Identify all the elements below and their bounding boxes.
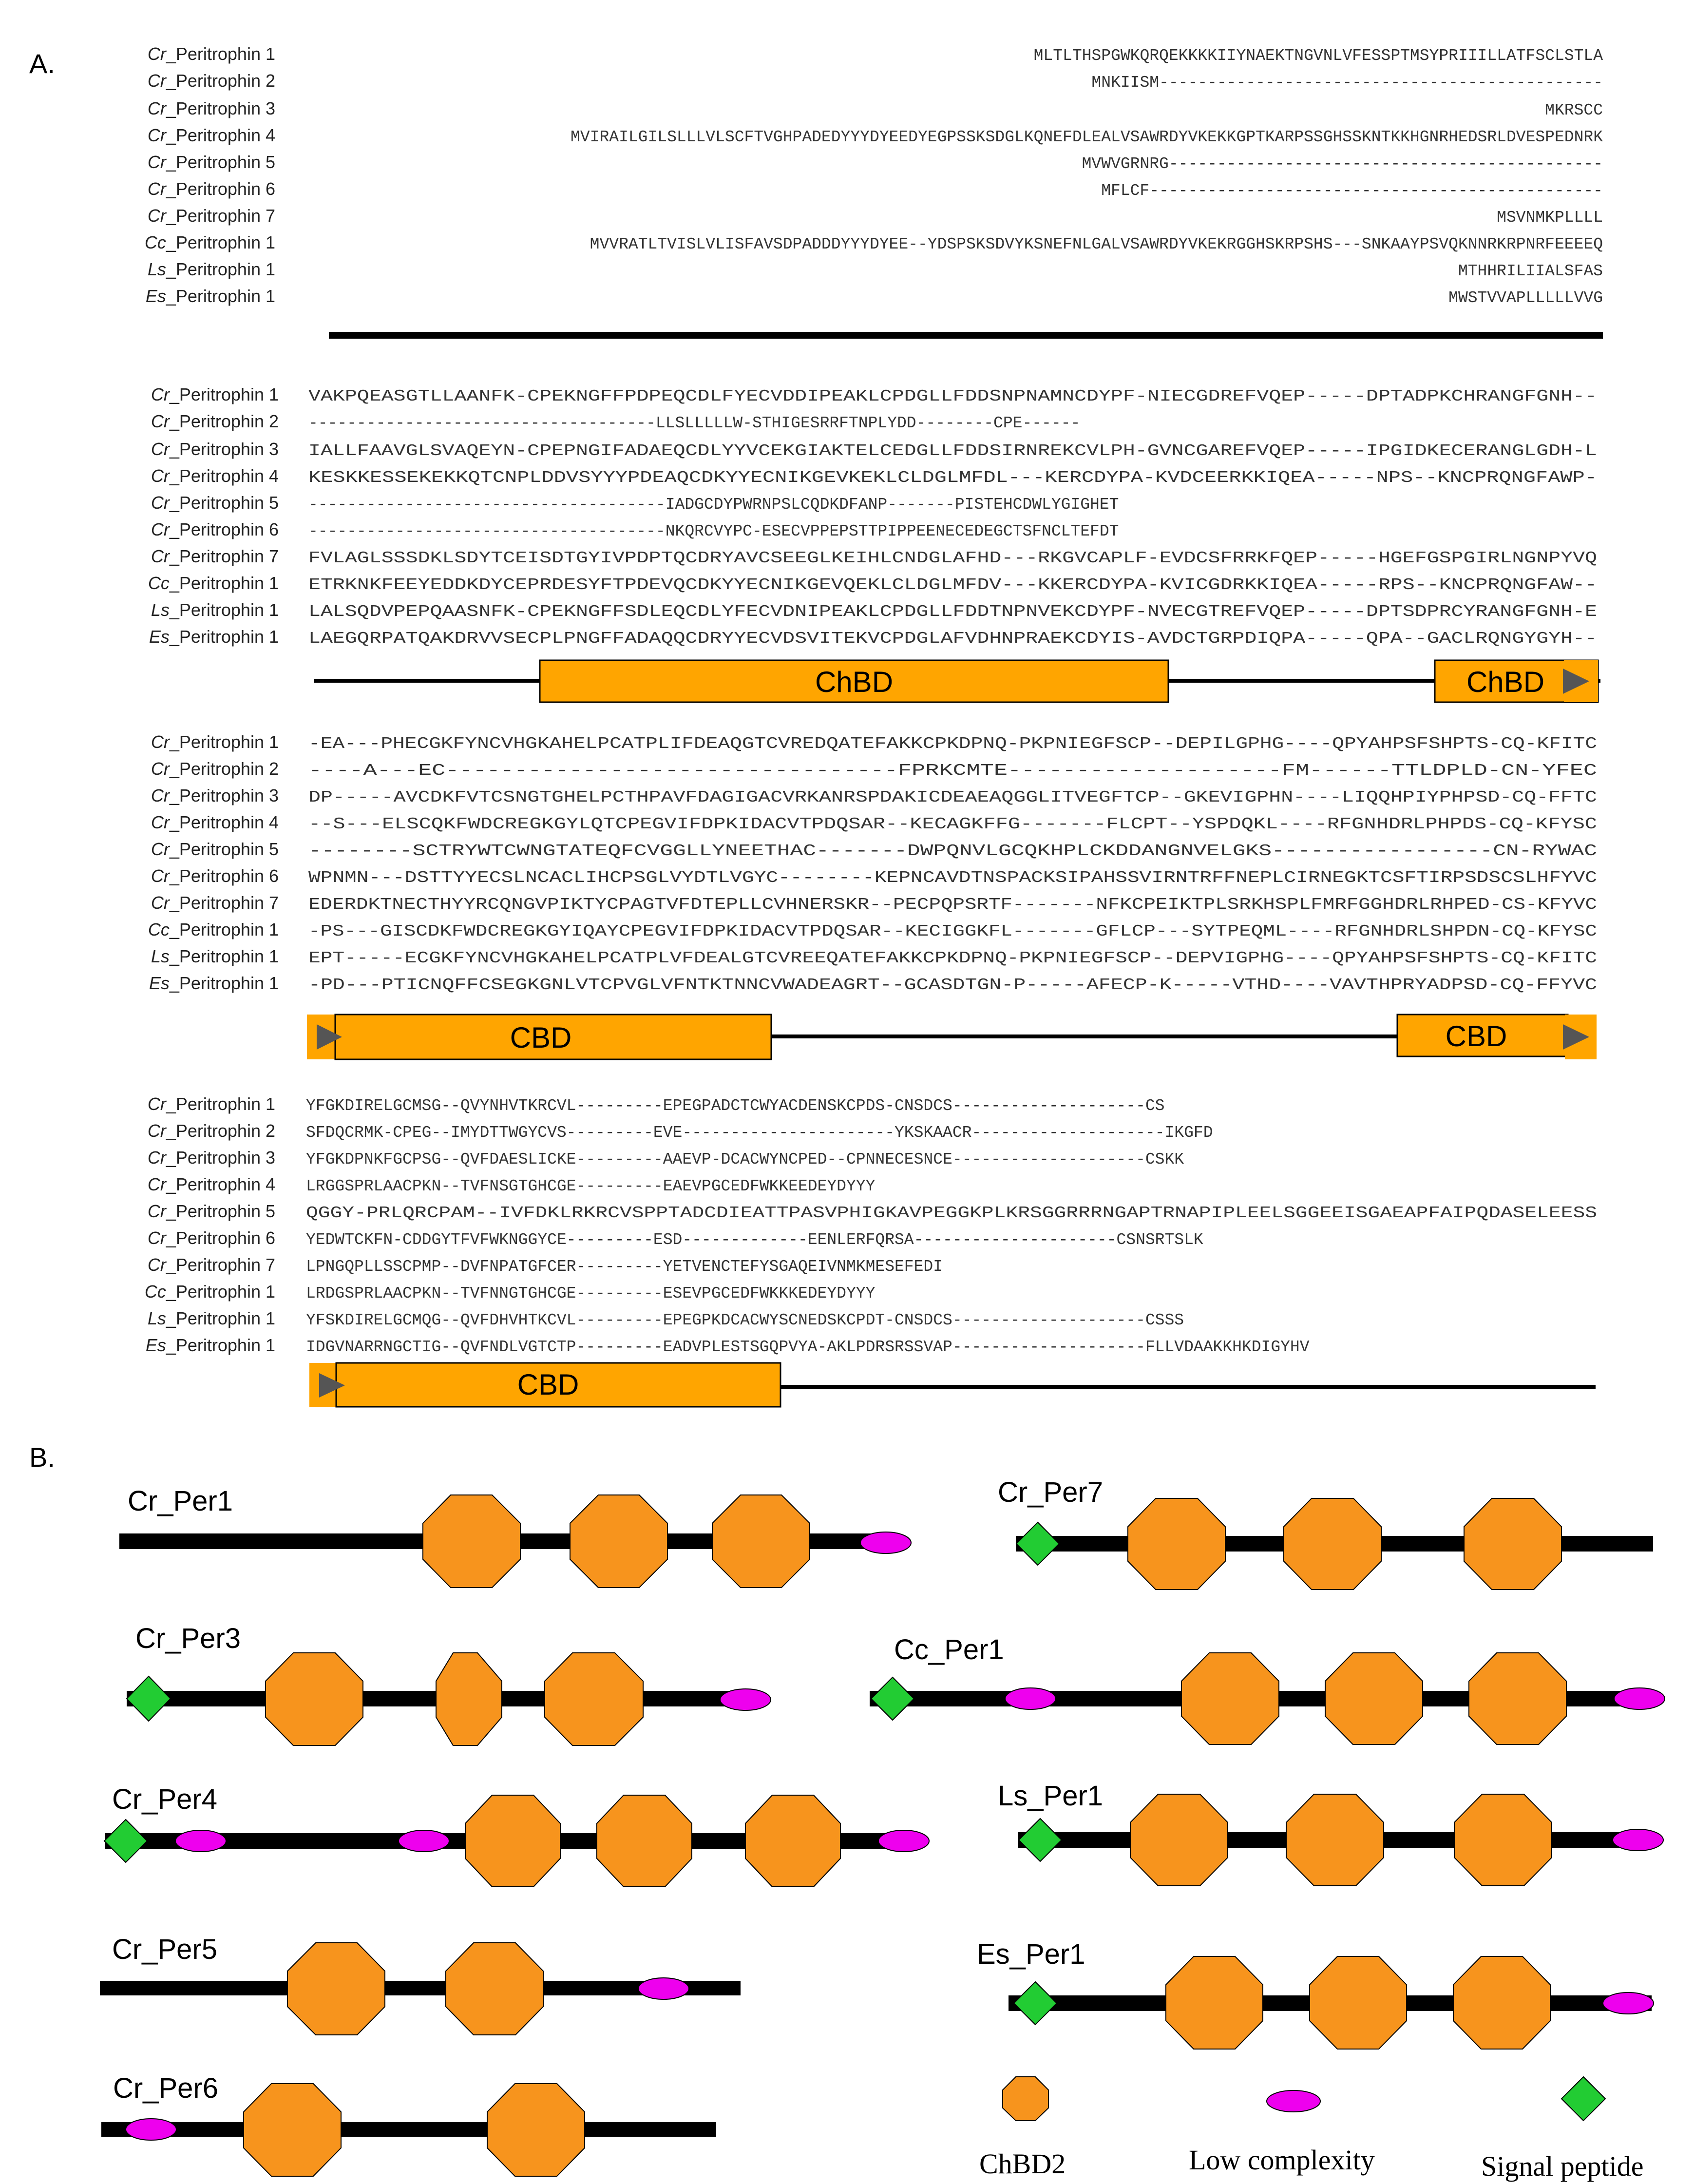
sequence: MVVRATLTVISLVLISFAVSDPADDDYYYDYEE--YDSPSKSDVYKSNEFNLGALVSAWRDYVKEKRGGHSKRPSHS---SNKAAYPSVQKNNRKRPNRFEEEEQ — [590, 235, 1603, 253]
sequence: QGGY-PRLQRCPAM--IVFDKLRKRCVSPPTADCDIEATTPASVPHIGKAVPEGGKPLKRSGGRRRNGAPTRNAPIPLEELSGGEEISGAEAPFAIPQDASELEESS — [306, 1204, 1597, 1222]
domain-track-line — [329, 332, 1603, 339]
legend-item-chbd2 — [979, 2077, 1066, 2180]
row-label — [151, 600, 279, 620]
chbd2-domain — [436, 1653, 502, 1745]
alignment-row — [146, 1335, 1310, 1356]
cbd-domain-bar — [1397, 1015, 1597, 1059]
protein-name: _Peritrophin 1 — [169, 946, 279, 966]
row-label — [148, 125, 275, 145]
chbd2-domain — [244, 2084, 341, 2176]
row-label — [148, 573, 279, 593]
signal-peptide — [1016, 1522, 1059, 1565]
sequence: EDERDKTNECTHYYRCQNGVPIKTYCPAGTVFDTEPLLCVHNERSKR--PECPQPSRTF-------NFKCPEIKTPLSRKHSPLFMRFGGHDRLRHPED-CS-KFYVC — [308, 896, 1597, 914]
species-prefix: Cr — [151, 893, 170, 913]
sequence: MLTLTHSPGWKQRQEKKKKIIYNAEKTNGVNLVFESSPTMSYPRIIILLATFSCLSTLA — [1033, 47, 1603, 65]
species-prefix: Cr — [147, 125, 166, 145]
species-prefix: Ls — [147, 259, 166, 279]
sequence: IDGVNARRNGCTIG--QVFNDLVGTCTP---------EADVPLESTSGQPVYA-AKLPDRSRSSVAP--------------------FLLVDAAKKHKDIGYHV — [306, 1338, 1310, 1356]
row-label — [145, 232, 275, 252]
row-label — [148, 1148, 275, 1168]
protein-name: _Peritrophin 5 — [169, 839, 279, 859]
chbd2-domain — [1166, 1956, 1263, 2049]
domain-track-line — [780, 1385, 1596, 1389]
species-prefix: Cr — [151, 519, 170, 539]
row-label — [146, 1335, 275, 1355]
alignment-row — [151, 866, 1597, 887]
signal-peptide — [1014, 1982, 1057, 2025]
protein-name: _Peritrophin 4 — [166, 1174, 275, 1194]
alignment-row — [148, 179, 1603, 200]
species-prefix: Cc — [144, 1282, 166, 1302]
species-prefix: Cc — [144, 232, 166, 252]
alignment-row — [145, 1282, 876, 1303]
row-label — [151, 946, 279, 966]
protein-name: _Peritrophin 5 — [166, 152, 275, 172]
chbd2-domain — [1454, 1794, 1552, 1886]
protein-label: Es_Per1 — [977, 1938, 1085, 1970]
species-prefix: Es — [145, 286, 166, 306]
alignment-row — [148, 1174, 876, 1195]
backbone — [101, 2122, 716, 2137]
low-complexity-region — [1005, 1688, 1056, 1709]
architecture-ls-per1 — [998, 1780, 1663, 1886]
row-label — [148, 1174, 275, 1194]
protein-name: _Peritrophin 1 — [169, 973, 279, 993]
species-prefix: Cc — [148, 573, 170, 593]
chbd2-domain — [1464, 1498, 1561, 1590]
chbd2-domain — [446, 1943, 543, 2035]
sequence: -------------------------------------IADGCDYPWRNPSLCQDKDFANP-------PISTEHCDWLYGIGHET — [308, 496, 1119, 514]
alignment-row — [148, 1255, 943, 1276]
sequence: KESKKESSEKEKKQTCNPLDDVSYYYPDEAQCDKYYECNIKGEVKEKLCLDGLMFDL---KERCDYPA-KVDCEERKKIQEA-----NPS--KNCPRQNGFAWP- — [308, 469, 1597, 487]
alignment-row — [148, 1094, 1165, 1115]
species-prefix: Cr — [151, 812, 170, 832]
alignment-row — [148, 98, 1603, 119]
signal-peptide — [127, 1676, 171, 1721]
species-prefix: Cr — [147, 1201, 166, 1221]
row-label — [148, 1255, 275, 1275]
protein-label: Cr_Per3 — [135, 1623, 241, 1654]
alignment-row — [151, 493, 1119, 514]
protein-label: Cr_Per6 — [113, 2072, 218, 2104]
chbd2-domain — [570, 1495, 667, 1588]
row-label — [151, 759, 279, 779]
protein-label: Cr_Per1 — [128, 1485, 233, 1517]
species-prefix: Cr — [147, 1174, 166, 1194]
sequence: ----A---EC---------------------------------FPRKCMTE--------------------FM------TTLDPLD-CN-YFEC — [308, 762, 1597, 780]
chbd-domain-bar — [1435, 660, 1598, 702]
alignment-row — [148, 206, 1603, 227]
low-complexity-region — [399, 1830, 449, 1852]
protein-name: _Peritrophin 6 — [166, 179, 275, 199]
panel-b-label: B. — [29, 1442, 55, 1473]
chbd2-domain — [1181, 1653, 1279, 1744]
species-prefix: Cr — [151, 493, 170, 513]
alignment-row — [148, 1228, 1203, 1249]
chbd2-domain — [1453, 1956, 1550, 2049]
species-prefix: Cr — [147, 44, 166, 64]
species-prefix: Es — [149, 973, 170, 993]
protein-name: _Peritrophin 2 — [166, 71, 275, 91]
row-label — [151, 493, 279, 513]
low-complexity-region — [638, 1978, 689, 1999]
protein-name: _Peritrophin 1 — [169, 920, 279, 939]
signal-peptide — [104, 1820, 147, 1862]
row-label — [151, 439, 279, 459]
alignment-row — [149, 627, 1597, 648]
protein-name: _Peritrophin 7 — [166, 1255, 275, 1275]
chbd2-domain — [745, 1795, 840, 1887]
domain-label: CBD — [1445, 1020, 1507, 1053]
species-prefix: Cr — [147, 98, 166, 118]
signal-peptide — [871, 1677, 914, 1720]
panel-a-label: A. — [29, 48, 55, 79]
protein-name: _Peritrophin 6 — [169, 866, 279, 886]
sequence: MTHHRILIIALSFAS — [1458, 262, 1603, 280]
species-prefix: Cr — [147, 179, 166, 199]
species-prefix: Cr — [151, 866, 170, 886]
chbd2-domain — [487, 2084, 585, 2176]
legend-item-signal-peptide — [1481, 2077, 1643, 2182]
alignment-row — [151, 546, 1597, 567]
species-prefix: Cr — [147, 152, 166, 172]
row-label — [151, 466, 279, 486]
protein-name: _Peritrophin 4 — [169, 466, 279, 486]
low-complexity-region — [126, 2119, 176, 2140]
architecture-cr-per5 — [100, 1934, 741, 2035]
low-complexity-region — [175, 1830, 226, 1852]
row-label — [151, 519, 279, 539]
protein-name: _Peritrophin 7 — [169, 546, 279, 566]
chbd2-domain — [1284, 1498, 1381, 1590]
alignment-row — [151, 839, 1597, 860]
protein-name: _Peritrophin 1 — [166, 286, 275, 306]
protein-name: _Peritrophin 1 — [169, 732, 279, 752]
sequence: MNKIISM---------------------------------------------- — [1091, 74, 1603, 92]
row-label — [148, 1094, 275, 1114]
species-prefix: Cr — [147, 71, 166, 91]
protein-name: _Peritrophin 1 — [169, 600, 279, 620]
cbd-domain-bar — [307, 1015, 771, 1059]
chbd2-domain — [465, 1795, 560, 1887]
sequence: LPNGQPLLSSCPMP--DVFNPATGFCER---------YETVENCTEFYSGAQEIVNMKMESEFEDI — [306, 1258, 943, 1276]
protein-name: _Peritrophin 3 — [166, 98, 275, 118]
species-prefix: Cr — [147, 1121, 166, 1141]
architecture-cr-per3 — [127, 1623, 771, 1745]
architecture-cc-per1 — [870, 1634, 1665, 1744]
protein-name: _Peritrophin 3 — [169, 439, 279, 459]
sequence: MFLCF----------------------------------------------- — [1101, 182, 1603, 200]
protein-name: _Peritrophin 1 — [169, 627, 279, 647]
alignment-row — [145, 232, 1603, 253]
alignment-row — [148, 1121, 1213, 1142]
sequence: LAEGQRPATQAKDRVVSECPLPNGFFADAQQCDRYYECVDSVITEKVCPDGLAFVDHNPRAEKCDYIS-AVDCTGRPDIQPA-----QPA--GACLRQNGYGYH-- — [308, 630, 1597, 648]
chbd2-domain — [597, 1795, 692, 1887]
protein-name: _Peritrophin 3 — [166, 1148, 275, 1168]
chbd2-domain — [1325, 1653, 1423, 1744]
sequence: WPNMN---DSTTYYECSLNCACLIHCPSGLVYDTLVGYC--------KEPNCAVDTNSPACKSIPAHSSVIRNTRFFNEPLCIRNEGKTCSFTIRPSDSCSLHFYVC — [308, 869, 1597, 887]
protein-name: _Peritrophin 1 — [166, 259, 275, 279]
row-label — [151, 411, 279, 431]
alignment-row — [148, 920, 1597, 940]
sequence: -PS---GISCDKFWDCREGKGYIQAYCPEGVIFDPKIDACVTPDQSAR--KECIGGKFL-------GFLCP---SYTPEQML----RFGNHDRLSHPDN-CQ-KFYSC — [308, 922, 1597, 940]
sequence: MSVNMKPLLLL — [1497, 209, 1603, 227]
sequence: --S---ELSCQKFWDCREGKGYLQTCPEGVIFDPKIDACVTPDQSAR--KECAGKFFG-------FLCPT--YSPDQKL----RFGNHDRLPHPDS-CQ-KFYSC — [308, 815, 1597, 833]
sequence: MKRSCC — [1545, 101, 1603, 119]
species-prefix: Cr — [151, 546, 170, 566]
legend — [979, 2077, 1643, 2182]
sequence: DP-----AVCDKFVTCSNGTGHELPCTHPAVFDAGIGACVRKANRSPDAKICDEAEAQGGLITVEGFTCP--GKEVIGPHN----LIQQHPIYPHPSD-CQ-FFTC — [308, 788, 1597, 806]
species-prefix: Cr — [151, 839, 170, 859]
chbd2-domain — [712, 1495, 810, 1588]
row-label — [148, 1121, 275, 1141]
species-prefix: Es — [149, 627, 170, 647]
alignment-row — [146, 286, 1603, 307]
alignment-row — [151, 893, 1597, 914]
low-complexity-region — [1613, 1829, 1663, 1851]
row-label — [148, 1201, 275, 1221]
row-label — [148, 206, 275, 226]
alignment-row — [148, 259, 1603, 280]
alignment-row — [151, 466, 1597, 487]
row-label — [146, 286, 275, 306]
architecture-cr-per4 — [104, 1783, 929, 1887]
chbd2-domain — [287, 1943, 385, 2035]
alignment-row — [148, 1148, 1184, 1169]
sequence: LRDGSPRLAACPKN--TVFNNGTGHCGE---------ESEVPGCEDFWKKKEDEYDYYY — [306, 1284, 876, 1303]
sequence: IALLFAAVGLSVAQEYN-CPEPNGIFADAEQCDLYYVCEKGIAKTELCEDGLLFDDSIRNREKCVLPH-GVNCGAREFVQEP-----IPGIDKECERANGLGDH-L — [308, 442, 1597, 460]
row-label — [149, 973, 279, 993]
chbd-domain-bar — [540, 660, 1168, 702]
chbd2-domain — [423, 1495, 520, 1588]
row-label — [151, 785, 279, 805]
protein-name: _Peritrophin 1 — [169, 384, 279, 404]
sequence: LRGGSPRLAACPKN--TVFNSGTGHCGE---------EAEVPGCEDFWKKEEDEYDYYY — [306, 1177, 876, 1195]
alignment-block-3 — [148, 732, 1597, 1059]
low-complexity-region — [878, 1830, 929, 1852]
alignment-row — [148, 44, 1603, 65]
protein-name: _Peritrophin 6 — [166, 1228, 275, 1248]
row-label — [151, 732, 279, 752]
sequence: YFSKDIRELGCMQG--QVFDHVHTKCVL---------EPEGPKDCACWYSCNEDSKCPDT-CNSDCS--------------------CSSS — [306, 1311, 1184, 1329]
architecture-cr-per6 — [101, 2072, 716, 2176]
chbd2-domain — [545, 1653, 643, 1745]
alignment-block-2 — [148, 384, 1600, 702]
protein-label: Cr_Per7 — [998, 1476, 1103, 1508]
alignment-block-1 — [145, 44, 1603, 339]
alignment-row — [148, 71, 1603, 92]
species-prefix: Cr — [151, 466, 170, 486]
species-prefix: Cr — [147, 1094, 166, 1114]
domain-label: ChBD — [1466, 666, 1545, 698]
sequence: YFGKDIRELGCMSG--QVYNHVTKRCVL---------EPEGPADCTCWYACDENSKCPDS-CNSDCS--------------------CS — [306, 1097, 1165, 1115]
species-prefix: Cr — [147, 1228, 166, 1248]
sequence: LALSQDVPEPQAASNFK-CPEKNGFFSDLEQCDLYFECVDNIPEAKLCPDGLLFDDTNPNVEKCDYPF-NVECGTREFVQEP-----DPTSDPRCYRANGFGNH-E — [308, 603, 1597, 621]
alignment-row — [151, 759, 1597, 780]
protein-label: Cc_Per1 — [894, 1634, 1004, 1666]
species-prefix: Cr — [151, 759, 170, 779]
species-prefix: Ls — [147, 1308, 166, 1328]
chbd2-domain — [1130, 1794, 1228, 1886]
protein-name: _Peritrophin 1 — [166, 1094, 275, 1114]
chbd2-domain — [1286, 1794, 1384, 1886]
chbd2-domain — [266, 1653, 363, 1745]
protein-name: _Peritrophin 2 — [169, 411, 279, 431]
alignment-row — [151, 439, 1597, 460]
species-prefix: Cr — [151, 439, 170, 459]
architecture-es-per1 — [977, 1938, 1654, 2049]
row-label — [151, 866, 279, 886]
sequence: VAKPQEASGTLLAANFK-CPEKNGFFPDPEQCDLFYECVDDIPEAKLCPDGLLFDDSNPNAMNCDYPF-NIECGDREFVQEP-----DPTADPKCHRANGFGNH-- — [308, 387, 1597, 405]
protein-label: Ls_Per1 — [998, 1780, 1104, 1812]
sequence: MVIRAILGILSLLLVLSCFTVGHPADEDYYYDYEEDYEGPSSKSDGLKQNEFDLEALVSAWRDYVKEKKGPTKARPSSGHSSKNTKKHGNRHEDSRLDVESPEDNRK — [571, 128, 1603, 146]
protein-label: Cr_Per4 — [112, 1783, 217, 1815]
row-label — [151, 812, 279, 832]
domain-track-line — [770, 1035, 1398, 1038]
alignment-row — [151, 411, 1080, 432]
chbd2-icon — [1003, 2077, 1048, 2121]
domain-label: ChBD — [815, 666, 894, 698]
sequence: SFDQCRMK-CPEG--IMYDTTWGYCVS---------EVE----------------------YKSKAACR--------------------IKGFD — [306, 1124, 1213, 1142]
sequence: -EA---PHECGKFYNCVHGKAHELPCATPLIFDEAQGTCVREDQATEFAKKCPKDPNQ-PKPNIEGFSCP--DEPILGPHG----QPYAHPSFSHPTS-CQ-KFITC — [308, 735, 1597, 753]
legend-label: ChBD2 — [979, 2148, 1066, 2180]
alignment-row — [148, 1308, 1184, 1329]
species-prefix: Cr — [151, 411, 170, 431]
species-prefix: Ls — [151, 946, 170, 966]
species-prefix: Cr — [147, 206, 166, 226]
row-label — [151, 893, 279, 913]
low-complexity-region — [720, 1689, 771, 1710]
sequence: --------SCTRYWTCWNGTATEQFCVGGLLYNEETHAC-------DWPQNVLGCQKHPLCKDDANGNVELGKS-----------------CN-RYWAC — [308, 842, 1597, 860]
species-prefix: Cr — [147, 1148, 166, 1168]
protein-name: _Peritrophin 3 — [169, 785, 279, 805]
protein-name: _Peritrophin 1 — [166, 1282, 275, 1302]
alignment-row — [148, 573, 1597, 594]
legend-label: Signal peptide — [1481, 2150, 1644, 2182]
row-label — [148, 1228, 275, 1248]
sequence: ETRKNKFEEYEDDKDYCEPRDESYFTPDEVQCDKYYECNIKGEVQEKLCLDGLMFDV---KKERCDYPA-KVICGDRKKIQEA-----RPS--KNCPRQNGFAW-- — [308, 576, 1597, 594]
row-label — [148, 44, 275, 64]
low-complexity-icon — [1267, 2090, 1320, 2112]
species-prefix: Cr — [151, 732, 170, 752]
alignment-row — [151, 946, 1597, 967]
species-prefix: Cr — [151, 384, 170, 404]
alignment-row — [151, 812, 1597, 833]
sequence: YEDWTCKFN-CDDGYTFVFWKNGGYCE---------ESD-------------EENLERFQRSA---------------------CSNSRTSLK — [306, 1231, 1203, 1249]
species-prefix: Cr — [147, 1255, 166, 1275]
sequence: YFGKDPNKFGCPSG--QVFDAESLICKE---------AAEVP-DCACWYNCPED--CPNNECESNCE--------------------CSKK — [306, 1150, 1184, 1169]
legend-item-low-complexity — [1189, 2090, 1375, 2176]
species-prefix: Cc — [148, 920, 170, 939]
row-label — [148, 259, 275, 279]
row-label — [151, 546, 279, 566]
protein-label: Cr_Per5 — [112, 1934, 217, 1965]
row-label — [148, 920, 279, 939]
row-label — [148, 152, 275, 172]
protein-name: _Peritrophin 7 — [169, 893, 279, 913]
alignment-row — [151, 384, 1597, 405]
protein-name: _Peritrophin 5 — [166, 1201, 275, 1221]
alignment-row — [151, 785, 1597, 806]
signal-peptide-icon — [1561, 2077, 1605, 2121]
protein-name: _Peritrophin 2 — [166, 1121, 275, 1141]
species-prefix: Ls — [151, 600, 170, 620]
alignment-row — [148, 125, 1603, 146]
protein-name: _Peritrophin 1 — [166, 44, 275, 64]
row-label — [149, 627, 279, 647]
row-label — [145, 1282, 275, 1302]
species-prefix: Es — [145, 1335, 166, 1355]
row-label — [148, 179, 275, 199]
sequence: FVLAGLSSSDKLSDYTCEISDTGYIVPDPTQCDRYAVCSEEGLKEIHLCNDGLAFHD---RKGVCAPLF-EVDCSFRRKFQEP-----HGEFGSPGIRLNGNPYVQ — [308, 549, 1597, 567]
protein-name: _Peritrophin 7 — [166, 206, 275, 226]
alignment-row — [151, 732, 1597, 753]
chbd2-domain — [1128, 1498, 1225, 1590]
row-label — [151, 839, 279, 859]
protein-name: _Peritrophin 1 — [166, 232, 275, 252]
alignment-row — [148, 152, 1603, 173]
architecture-cr-per7 — [998, 1476, 1653, 1590]
domain-label: CBD — [510, 1021, 572, 1054]
architecture-cr-per1 — [119, 1485, 911, 1588]
sequence: EPT-----ECGKFYNCVHGKAHELPCATPLVFDEALGTCVREEQATEFAKKCPKDPNQ-PKPNIEGFSCP--DEPVIGPHG----QPYAHPSFSHPTS-CQ-KFITC — [308, 949, 1597, 967]
alignment-block-4 — [145, 1094, 1597, 1407]
row-label — [151, 384, 279, 404]
chbd2-domain — [1469, 1653, 1566, 1744]
sequence: -PD---PTICNQFFCSEGKGNLVTCPVGLVFNTKTNNCVWADEAGRT--GCASDTGN-P-----AFECP-K-----VTHD----VAVTHPRYADPSD-CQ-FFYVC — [308, 976, 1597, 994]
cbd-domain-bar — [309, 1363, 780, 1407]
low-complexity-region — [1614, 1688, 1665, 1709]
protein-name: _Peritrophin 4 — [169, 812, 279, 832]
protein-name: _Peritrophin 2 — [169, 759, 279, 779]
row-label — [148, 98, 275, 118]
alignment-row — [151, 600, 1597, 621]
chbd2-domain — [1310, 1956, 1407, 2049]
alignment-row — [149, 973, 1597, 994]
protein-name: _Peritrophin 1 — [166, 1335, 275, 1355]
low-complexity-region — [1603, 1992, 1654, 2014]
protein-name: _Peritrophin 6 — [169, 519, 279, 539]
sequence: MVWVGRNRG--------------------------------------------- — [1082, 155, 1603, 173]
sequence: -------------------------------------NKQRCVYPC-ESECVPPEPSTTPIPPEENECEDEGCTSFNCLTEFDT — [308, 522, 1119, 540]
protein-name: _Peritrophin 5 — [169, 493, 279, 513]
domain-label: CBD — [517, 1368, 579, 1401]
protein-name: _Peritrophin 1 — [166, 1308, 275, 1328]
protein-name: _Peritrophin 1 — [169, 573, 279, 593]
signal-peptide — [1019, 1819, 1062, 1861]
low-complexity-region — [860, 1532, 911, 1553]
legend-label: Low complexity — [1189, 2144, 1375, 2176]
species-prefix: Cr — [151, 785, 170, 805]
sequence: ------------------------------------LLSLLLLLW-STHIGESRRFTNPLYDD--------CPE------ — [308, 414, 1081, 432]
protein-name: _Peritrophin 4 — [166, 125, 275, 145]
row-label — [148, 1308, 275, 1328]
alignment-row — [148, 1201, 1597, 1222]
alignment-row — [151, 519, 1119, 540]
row-label — [148, 71, 275, 91]
sequence: MWSTVVAPLLLLLVVG — [1448, 289, 1603, 307]
